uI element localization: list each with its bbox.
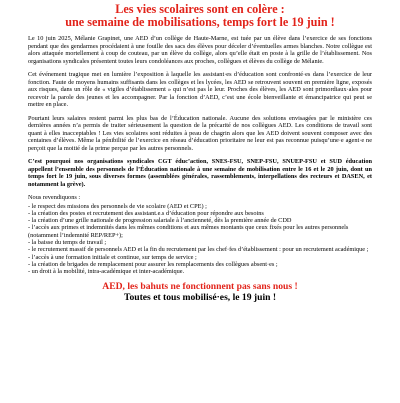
call-to-mobilize: C’est pourquoi nos organisations syndicales CGT éduc’action, SNES-FSU, SNEP-FSU, SNUEP-FSU et SUD éducation appellent l’ensemble des personnels de l’Éducation nationale à une semaine de mobilisation entre le 16 et le 20 juin, dont un temps fort le 19 juin, sous diverses formes (assemblées générales, rassemblements, interpellations des recteurs et DASEN, et notamment la grève). (28, 158, 372, 188)
document-page (0, 3, 400, 403)
demands-label: Nous revendiquons : (28, 194, 81, 201)
paragraph-intro: Le 10 juin 2025, Mélanie Grapinet, une AED d’un collège de Haute-Marne, est tuée par un élève dans l’exercice de ses fonctions pendant que des gendarmes procédaient à une fouille des sacs des élèves pour déceler d’éventuelles armes blanches. Notre collègue est alors attaquée mortellement à coup de couteau, par un élève du collège, alors qu’elle était en poste à la grille de l’établissement. Nos organisations syndicales présentent toutes leurs condoléances aux proches, collègues et élèves du collège de Mélanie. (28, 35, 372, 65)
demand-item: - l’accès à une formation initiale et continue, sur temps de service ; (28, 253, 197, 261)
title-line-2: une semaine de mobilisations, temps fort le 19 juin ! (65, 15, 335, 29)
footer-line-2: Toutes et tous mobilisé·es, le 19 juin ! (123, 292, 277, 304)
demand-item: - la baisse du temps de travail ; (28, 238, 107, 246)
demand-item: - la création de brigades de remplacement pour assurer les remplacements des collègues absent·es ; (28, 260, 278, 268)
demand-item: - la création d’une grille nationale de progression salariale à l’ancienneté, dès la première année de CDD (28, 217, 292, 225)
document-title (28, 3, 372, 29)
footer-line-1: AED, les bahuts ne fonctionnent pas sans nous ! (102, 281, 298, 293)
demand-item: - un droit à la mobilité, intra-académique et inter-académique. (28, 268, 185, 276)
title-line-1: Les vies scolaires sont en colère : (115, 2, 285, 16)
footer-slogan (28, 281, 372, 303)
demand-item: - l’accès aux primes et indemnités dans les mêmes conditions et aux mêmes montants que ceux fixés pour les autres personnels (notamment l’indemnité REP/REP+); (28, 224, 349, 239)
paragraph-salaries: Pourtant leurs salaires restent parmi les plus bas de l’Éducation nationale. Aucune des solutions envisagées par le ministère ces dernières années n’a permis de traiter sérieusement la question de la précarité de nos collègues AED. Les conditions de travail sont quant à elles inacceptables ! Les vies scolaires sont réduites à peau de chagrin alors que les AED doivent souvent composer avec des centaines d’élèves. Même la pénibilité de l’exercice en réseau d’éducation prioritaire ne leur est pas reconnue puisqu’une·e agent·e ne perçoit que la moitié de la prime perçue par les autres personnels. (28, 114, 372, 152)
demand-item: - la création des postes et recrutement des assistant.e.s d’éducation pour répondre aux besoins (28, 209, 264, 217)
demand-item: - le recrutement massif de personnels AED et la fin du recrutement par les chef·fes d’établissement : pour un recrutement académique ; (28, 246, 369, 254)
paragraph-exposure: Cet événement tragique met en lumière l’exposition à laquelle les assistant·es d’éducation sont confronté·es dans l’exercice de leur fonction. Faute de moyens humains suffisants dans les collèges et les lycées, les AED se retrouvent souvent en première ligne, exposés aux risques, dans un rôle de « vigiles d’établissement » qui n’est pas le leur. Proches des élèves, les AED sont primordiaux·ales pour recevoir la parole des jeunes et les accompagner. Par la fonction d’AED, c’est une école bienveillante et émancipatrice qui peut se mettre en place. (28, 71, 372, 108)
demand-item: - le respect des missions des personnels de vie scolaire (AED et CPE) ; (28, 202, 207, 210)
demands-list (28, 203, 372, 276)
